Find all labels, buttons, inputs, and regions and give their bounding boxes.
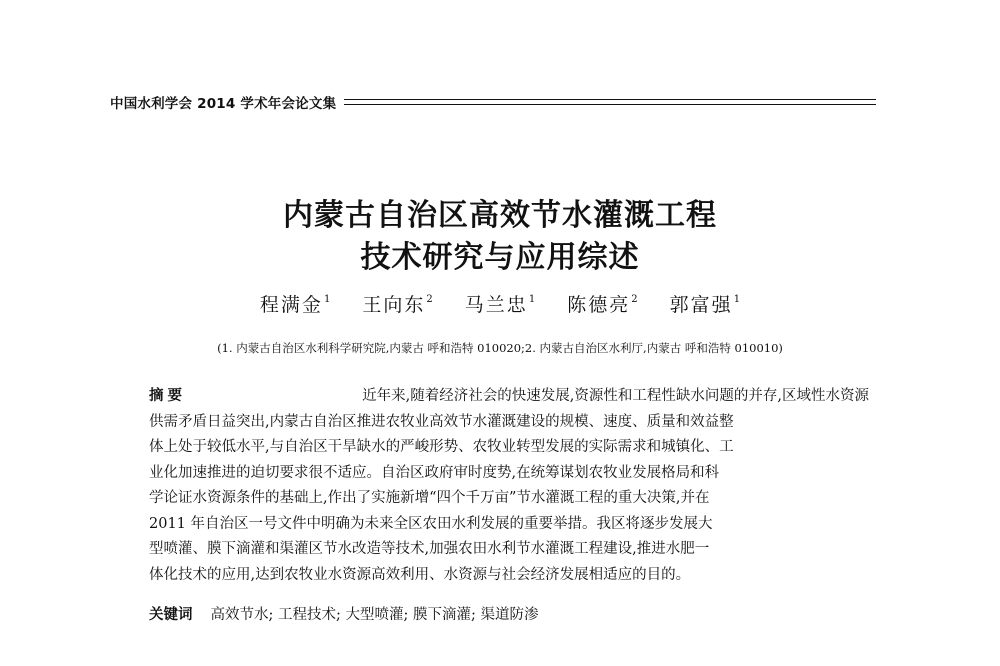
abstract-line: 型喷灌、膜下滴灌和渠灌区节水改造等技术,加强农田水利节水灌溉工程建设,推进水肥一 bbox=[149, 541, 710, 557]
author-name: 王向东 bbox=[362, 294, 426, 316]
abstract-line: 学论证水资源条件的基础上,作出了实施新增“四个千万亩”节水灌溉工程的重大决策,并在 bbox=[149, 490, 710, 506]
author-affiliation-mark: 1 bbox=[323, 294, 331, 305]
abstract-line bbox=[149, 385, 869, 411]
author bbox=[465, 290, 535, 317]
abstract-line: 体上处于较低水平,与自治区干旱缺水的严峻形势、农牧业转型发展的实际需求和城镇化、工 bbox=[149, 439, 734, 455]
abstract-label: 摘要 bbox=[149, 388, 186, 404]
author-name: 郭富强 bbox=[669, 294, 733, 316]
author bbox=[567, 290, 637, 317]
author-affiliation-mark: 2 bbox=[426, 294, 433, 305]
author-name: 程满金 bbox=[259, 294, 323, 316]
author-affiliation-mark: 2 bbox=[631, 294, 638, 305]
paper-title-line-1: 内蒙古自治区高效节水灌溉工程 bbox=[283, 198, 717, 233]
author bbox=[670, 290, 740, 317]
running-header bbox=[110, 92, 876, 112]
abstract-line: 2011 年自治区一号文件中明确为未来全区农田水利发展的重要举措。我区将逐步发展大 bbox=[149, 515, 713, 532]
abstract bbox=[149, 385, 869, 589]
keywords-label: 关键词 bbox=[149, 607, 193, 623]
keywords-text: 高效节水; 工程技术; 大型喷灌; 膜下滴灌; 渠道防渗 bbox=[210, 607, 539, 623]
author-name: 马兰忠 bbox=[464, 294, 528, 316]
abstract-line: 业化加速推进的迫切要求很不适应。自治区政府审时度势,在统筹谋划农牧业发展格局和科 bbox=[149, 464, 720, 481]
proceedings-title: 中国水利学会 2014 学术年会论文集 bbox=[110, 96, 337, 112]
author-list bbox=[0, 290, 1000, 317]
author bbox=[260, 290, 330, 317]
abstract-text: 近年来,随着经济社会的快速发展,资源性和工程性缺水问题的并存,区域性水资源 bbox=[362, 388, 869, 404]
header-double-rule bbox=[344, 99, 876, 105]
abstract-line: 供需矛盾日益突出,内蒙古自治区推进农牧业高效节水灌溉建设的规模、速度、质量和效益整 bbox=[149, 413, 734, 430]
author-affiliation-mark: 1 bbox=[528, 294, 536, 305]
affiliations: (1. 内蒙古自治区水利科学研究院,内蒙古 呼和浩特 010020;2. 内蒙古自治区水利厅,内蒙古 呼和浩特 010010) bbox=[217, 341, 783, 355]
paper-title-line-2: 技术研究与应用综述 bbox=[360, 240, 640, 275]
author bbox=[362, 290, 432, 317]
author-name: 陈德亮 bbox=[567, 294, 631, 316]
abstract-line: 体化技术的应用,达到农牧业水资源高效利用、水资源与社会经济发展相适应的目的。 bbox=[149, 566, 691, 583]
author-affiliation-mark: 1 bbox=[733, 294, 741, 305]
keywords bbox=[149, 603, 538, 624]
